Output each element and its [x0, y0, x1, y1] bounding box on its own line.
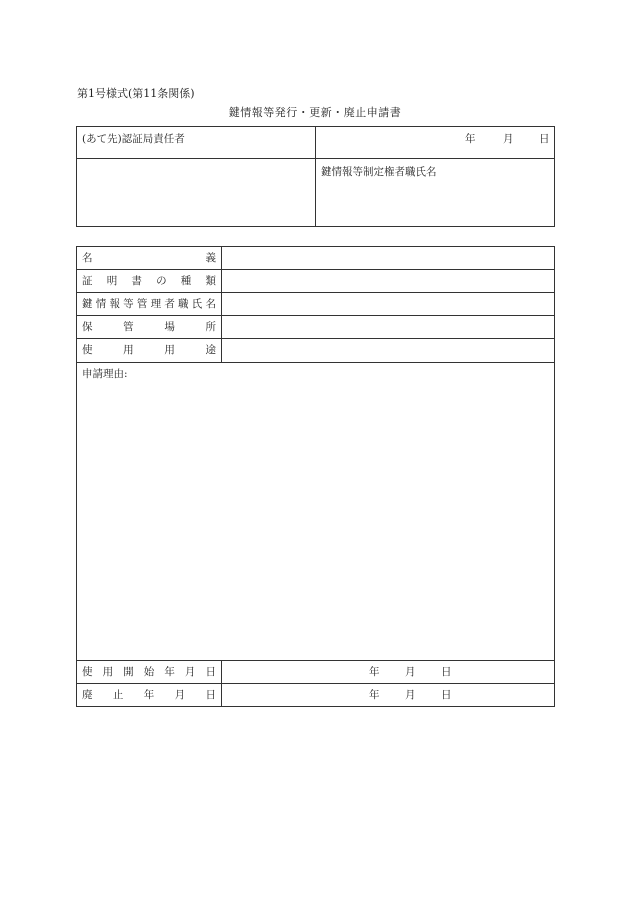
- label-char: 情: [95, 298, 107, 310]
- usage-start-day-label: 日: [441, 666, 452, 678]
- label-char: 明: [106, 275, 118, 287]
- label-char: 用: [164, 344, 175, 356]
- row-divider: [76, 660, 555, 661]
- reason-label: 申請理由:: [82, 368, 128, 380]
- form-label: 第1号様式(第11条関係): [77, 87, 195, 100]
- header-table-vdivider: [315, 126, 316, 227]
- row-divider: [76, 362, 555, 363]
- label-char: 開: [123, 666, 134, 678]
- revocation-month-label: 月: [405, 689, 416, 701]
- label-char: 場: [164, 321, 175, 333]
- label-char: 月: [184, 666, 196, 678]
- usage-start-date-label: [82, 667, 216, 678]
- storage-location-label: [82, 322, 216, 333]
- label-char: 等: [123, 298, 134, 310]
- label-char: 途: [205, 344, 216, 356]
- revocation-date-label: [82, 690, 216, 701]
- label-char: 使: [82, 666, 93, 678]
- key-manager-label: [82, 299, 216, 310]
- certificate-type-field[interactable]: [222, 270, 554, 292]
- form-title: 鍵情報等発行・更新・廃止申請書: [228, 106, 402, 119]
- date-day-label: 日: [539, 133, 550, 145]
- label-char: 年: [143, 689, 155, 701]
- label-char: 月: [174, 689, 186, 701]
- name-label: [82, 253, 216, 264]
- label-char: 名: [205, 298, 216, 310]
- label-char: 始: [143, 666, 155, 678]
- label-char: 保: [82, 321, 93, 333]
- footer-label-column-divider: [221, 660, 222, 707]
- label-char: 職: [178, 298, 189, 310]
- usage-start-year-label: 年: [369, 666, 380, 678]
- usage-start-month-label: 月: [405, 666, 416, 678]
- label-char: 書: [131, 275, 142, 287]
- addressee-label: (あて先)認証局責任者: [82, 133, 185, 145]
- label-char: 氏: [191, 298, 203, 310]
- label-char: の: [156, 275, 167, 287]
- label-char: 管: [136, 298, 148, 310]
- usage-purpose-label: [82, 345, 216, 356]
- usage-purpose-field[interactable]: [222, 339, 554, 362]
- revocation-year-label: 年: [369, 689, 380, 701]
- label-char: 止: [112, 689, 124, 701]
- storage-location-field[interactable]: [222, 316, 554, 338]
- reason-field[interactable]: [77, 385, 554, 659]
- label-char: 用: [123, 344, 134, 356]
- label-char: 義: [205, 252, 216, 264]
- label-char: 者: [164, 298, 175, 310]
- label-char: 報: [109, 298, 120, 310]
- applicant-field[interactable]: [77, 159, 314, 226]
- certificate-type-label: [82, 276, 216, 287]
- label-char: 名: [82, 252, 93, 264]
- key-manager-field[interactable]: [222, 293, 554, 315]
- label-char: 廃: [82, 689, 93, 701]
- label-char: 種: [180, 275, 192, 287]
- label-char: 用: [102, 666, 114, 678]
- label-char: 理: [150, 298, 162, 310]
- row-divider: [76, 683, 555, 684]
- label-char: 証: [82, 275, 93, 287]
- label-char: 日: [205, 689, 216, 701]
- name-field[interactable]: [222, 247, 554, 269]
- label-char: 使: [82, 344, 93, 356]
- label-char: 年: [164, 666, 175, 678]
- label-char: 日: [205, 666, 216, 678]
- label-char: 所: [205, 321, 216, 333]
- date-month-label: 月: [503, 133, 514, 145]
- label-char: 類: [205, 275, 216, 287]
- revocation-day-label: 日: [441, 689, 452, 701]
- label-char: 鍵: [82, 298, 93, 310]
- applicant-title-label: 鍵情報等制定権者職氏名: [321, 166, 437, 178]
- label-char: 管: [123, 321, 134, 333]
- date-year-label: 年: [465, 133, 476, 145]
